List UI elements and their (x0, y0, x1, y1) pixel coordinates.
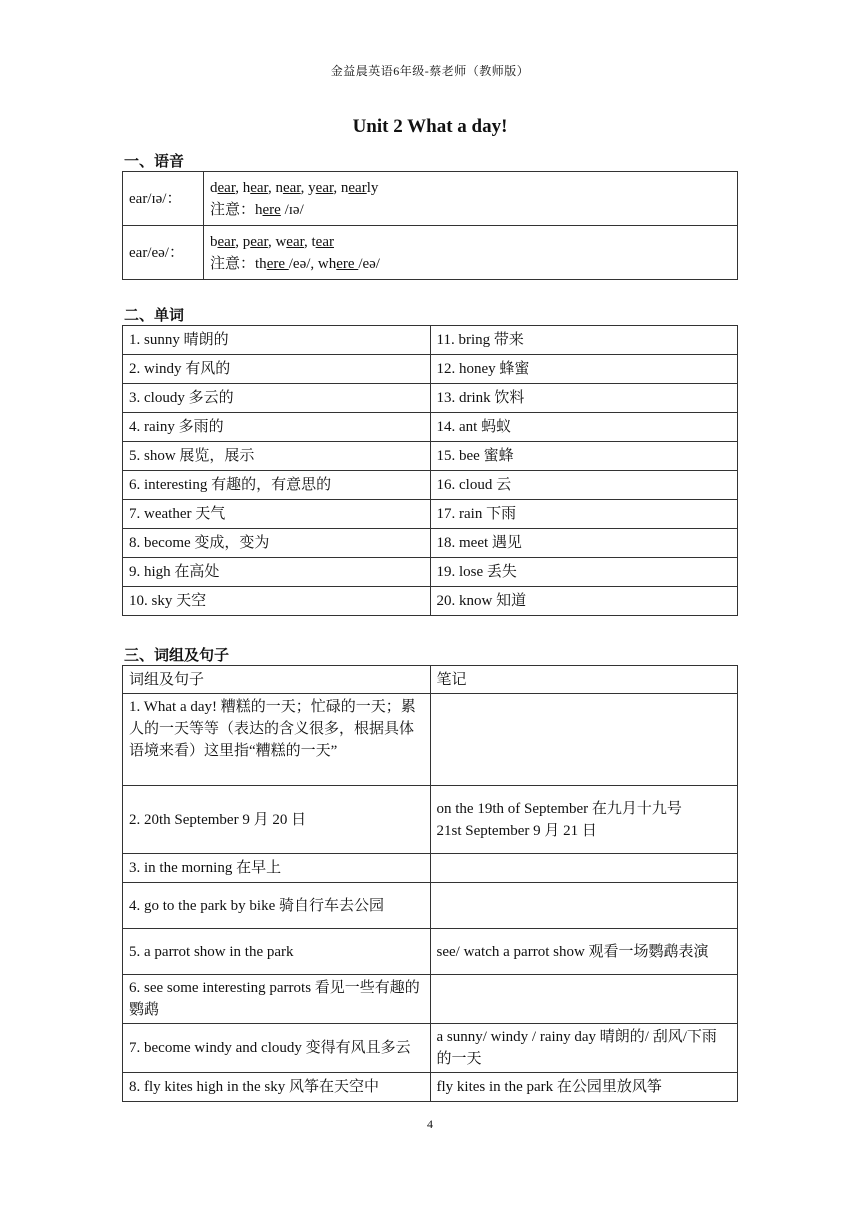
page-title: Unit 2 What a day! (352, 116, 508, 137)
phonics-word-part: t (311, 233, 316, 250)
phrase-row (123, 854, 738, 883)
phonics-word-part: th (255, 255, 267, 272)
vocab-cell: 16. cloud 云 (430, 471, 738, 500)
phonics-note (210, 253, 731, 275)
phrase-row (123, 1073, 738, 1102)
vocab-cell: 20. know 知道 (430, 587, 738, 616)
vocab-cell: 15. bee 蜜蜂 (430, 442, 738, 471)
phrase-cell: 7. become windy and cloudy 变得有风且多云 (123, 1024, 431, 1073)
note-cell: on the 19th of September 在九月十九号 21st September 9 月 21 日 (430, 786, 738, 854)
phonics-word-part: ear (286, 233, 304, 250)
phonics-label: ear/eə/： (123, 226, 204, 280)
vocab-row (123, 413, 738, 442)
phonics-word-part: ear (250, 179, 268, 196)
note-cell (430, 694, 738, 786)
phonics-row (123, 226, 738, 280)
phonics-note (210, 199, 731, 221)
vocab-cell: 14. ant 蚂蚁 (430, 413, 738, 442)
vocab-cell: 9. high 在高处 (123, 558, 431, 587)
vocab-cell: 12. honey 蜂蜜 (430, 355, 738, 384)
phonics-word-part: b (210, 233, 218, 250)
vocab-cell: 11. bring 带来 (430, 326, 738, 355)
phonics-word-part: , (300, 179, 309, 196)
phonics-word-part: h (255, 201, 263, 218)
vocab-cell: 18. meet 遇见 (430, 529, 738, 558)
vocab-row (123, 500, 738, 529)
note-cell (430, 883, 738, 929)
page-header: 金益晨英语6年级-蔡老师（教师版） (330, 64, 530, 78)
phonics-word-part: wh (317, 255, 337, 272)
phonics-words (210, 231, 731, 253)
phrase-row (123, 786, 738, 854)
section-vocab-heading: 二、单词 (124, 306, 185, 324)
phonics-word-part: , (235, 179, 243, 196)
phonics-word-part: w (275, 233, 287, 250)
phonics-word-part: /ɪə/ (280, 201, 304, 218)
phonics-word-part: ere (266, 255, 289, 272)
phrase-cell: 2. 20th September 9 月 20 日 (123, 786, 431, 854)
vocab-cell: 5. show 展览，展示 (123, 442, 431, 471)
phonics-word-part: ear (315, 233, 334, 250)
phrases-header-row (123, 666, 738, 694)
phonics-word-part: ly (366, 179, 379, 196)
vocab-cell: 6. interesting 有趣的，有意思的 (123, 471, 431, 500)
phonics-word-part: ear (250, 233, 268, 250)
phonics-word-part: /eə/ (358, 255, 380, 272)
phrase-cell: 1. What a day! 糟糕的一天；忙碌的一天；累人的一天等等（表达的含义很多，根据具体语境来看）这里指“糟糕的一天” (123, 694, 431, 786)
vocab-row (123, 355, 738, 384)
phonics-table (122, 171, 738, 280)
phrase-cell: 5. a parrot show in the park (123, 929, 431, 975)
phonics-word-part: p (242, 233, 251, 250)
phonics-word-part: n (340, 179, 349, 196)
phonics-words (210, 177, 731, 199)
vocab-cell: 3. cloudy 多云的 (123, 384, 431, 413)
vocab-cell: 1. sunny 晴朗的 (123, 326, 431, 355)
phrases-table (122, 665, 738, 1102)
phrase-row (123, 929, 738, 975)
phonics-word-part: ere (262, 201, 281, 218)
vocab-cell: 19. lose 丢失 (430, 558, 738, 587)
vocab-row (123, 442, 738, 471)
phonics-word-part: , (235, 233, 243, 250)
section-phrases-heading: 三、词组及句子 (124, 646, 230, 664)
phonics-word-part: ear (282, 179, 301, 196)
phonics-content (204, 226, 738, 280)
phonics-word-part: n (275, 179, 283, 196)
phonics-word-part: d (210, 179, 218, 196)
phonics-word-part: /eə/, (288, 255, 318, 272)
phrase-row (123, 883, 738, 929)
vocab-cell: 10. sky 天空 (123, 587, 431, 616)
phrase-row (123, 975, 738, 1024)
phrase-row (123, 1024, 738, 1073)
note-prefix: 注意： (210, 201, 256, 218)
vocab-row (123, 558, 738, 587)
phonics-word-part: ear (315, 179, 334, 196)
note-prefix: 注意： (210, 255, 256, 272)
vocab-table (122, 325, 738, 616)
phonics-word-part: , (333, 179, 341, 196)
vocab-row (123, 529, 738, 558)
note-cell (430, 854, 738, 883)
phonics-word-part: y (308, 179, 316, 196)
phrase-cell: 4. go to the park by bike 骑自行车去公园 (123, 883, 431, 929)
note-cell: fly kites in the park 在公园里放风筝 (430, 1073, 738, 1102)
note-words (255, 256, 380, 272)
vocab-cell: 8. become 变成，变为 (123, 529, 431, 558)
phonics-content (204, 172, 738, 226)
vocab-row (123, 587, 738, 616)
phonics-row (123, 172, 738, 226)
phrases-header-cell: 笔记 (430, 666, 738, 694)
vocab-row (123, 471, 738, 500)
note-cell (430, 975, 738, 1024)
vocab-cell: 2. windy 有风的 (123, 355, 431, 384)
phonics-word-part: ear (348, 179, 367, 196)
phonics-word-part: h (242, 179, 251, 196)
vocab-cell: 17. rain 下雨 (430, 500, 738, 529)
vocab-cell: 7. weather 天气 (123, 500, 431, 529)
vocab-row (123, 384, 738, 413)
phonics-word-part: , (304, 233, 312, 250)
phrase-row (123, 694, 738, 786)
phonics-word-part: ear (217, 179, 236, 196)
phrase-cell: 3. in the morning 在早上 (123, 854, 431, 883)
phonics-word-part: ere (336, 255, 359, 272)
phonics-word-part: ear (217, 233, 236, 250)
page-number: 4 (427, 1117, 433, 1131)
phrase-cell: 8. fly kites high in the sky 风筝在天空中 (123, 1073, 431, 1102)
vocab-cell: 4. rainy 多雨的 (123, 413, 431, 442)
phonics-label: ear/ɪə/： (123, 172, 204, 226)
section-phonics-heading: 一、语音 (124, 152, 185, 170)
phrase-cell: 6. see some interesting parrots 看见一些有趣的鹦鹉 (123, 975, 431, 1024)
vocab-cell: 13. drink 饮料 (430, 384, 738, 413)
phrases-header-cell: 词组及句子 (123, 666, 431, 694)
note-words (255, 202, 304, 218)
phonics-word-part: , (267, 233, 276, 250)
phonics-word-part: , (267, 179, 276, 196)
note-cell: a sunny/ windy / rainy day 晴朗的/ 刮风/下雨的一天 (430, 1024, 738, 1073)
note-cell: see/ watch a parrot show 观看一场鹦鹉表演 (430, 929, 738, 975)
vocab-row (123, 326, 738, 355)
